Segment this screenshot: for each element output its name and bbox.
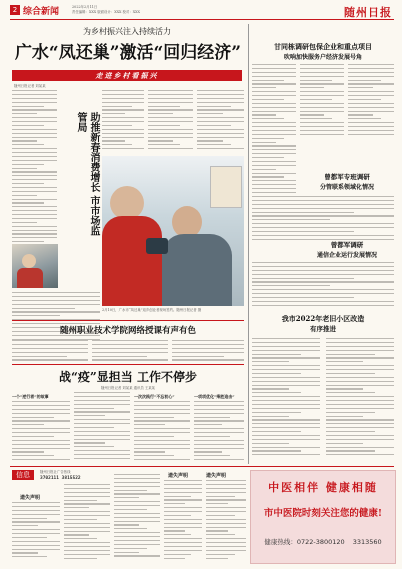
right-story-2-subhead: 分管联系领域化情况 [319,184,374,191]
right-story-3-subhead: 通信企业运行发展情况 [316,252,377,259]
right-story-1-col-1 [252,64,296,199]
right-story-3-body [252,262,394,310]
bottom-subhead-2: 一次次践行“不忘初心” [134,394,175,399]
bottom-col-2 [74,392,130,463]
lead-column-1 [12,90,57,244]
bottom-col-4 [194,401,244,463]
lead-byline: 随州日报记者 刘某某 [14,84,46,88]
lead-banner-text: 走进乡村看振兴 [95,71,159,80]
ad-slogan: 中医相伴 健康相随 [268,481,378,494]
notice-3-body [114,474,160,562]
bottom-byline: 随州日报记者 刘某某 通讯员 王某某 [100,386,156,390]
bottom-subhead-3: 一项项优化“乘胜追击” [194,394,235,399]
ad-headline: 市中医院时刻关注您的健康! [263,508,383,519]
ad-phone-2: 3313560 [352,538,382,546]
ad-phone-1: 0722-3800120 [296,538,345,546]
hotline-label: 随州日报社广告热线 [40,470,71,474]
bottom-rule [12,364,244,365]
lead-column-3 [148,90,193,152]
notice-3-title: 遗失声明 [206,473,227,479]
vertical-headline: 助推新春消费增长 市市场监管局 [75,112,99,236]
date-line: 2022年2月11日 [72,5,98,9]
page-number: 2 [10,5,20,15]
bottom-col-3 [134,401,190,463]
right-story-1-col-2 [300,64,344,138]
mid-column-1 [12,340,88,362]
right-story-1-headline: 甘同栋调研包保企业和重点项目 [274,42,372,51]
right-column-divider [248,24,249,464]
notice-1-body [12,502,60,562]
lead-column-2 [102,90,144,152]
mid-headline: 随州职业技术学院网络授课有声有色 [59,326,196,336]
notices-label: 信息 [12,470,34,480]
notice-1-title: 遗失声明 [20,495,41,501]
main-photo [102,156,244,306]
mid-rule [12,320,244,321]
hotline-number: 3702111 3815522 [40,476,81,481]
right-story-4-col-2 [326,338,394,460]
masthead-rule [10,19,394,20]
notices-rule [10,466,394,467]
lead-headline: 广水“凤还巢”激活“回归经济” [14,43,242,63]
right-story-4-headline: 我市2022年老旧小区改造 [281,314,365,323]
mid-column-3 [172,340,244,362]
bottom-col-1 [12,401,70,463]
newspaper-logo: 随州日报 [344,6,392,19]
bottom-headline: 战“疫”显担当 工作不停步 [59,370,197,384]
ad-phone-row [251,537,395,546]
small-photo [12,244,58,288]
lead-kicker: 为乡村振兴注入持续活力 [83,27,171,36]
lead-banner [12,70,242,81]
right-story-3-headline: 曾都军调研 [330,241,364,249]
right-story-1-subhead: 吹响加快服务户经济发展号角 [283,54,362,61]
right-story-4-subhead: 有序推进 [310,325,336,333]
notice-5-body [206,480,246,562]
masthead [10,4,394,20]
right-story-2-body [252,196,394,244]
section-title: 综合新闻 [23,7,60,17]
notice-2-body [64,484,110,562]
lead-column-4 [197,90,244,152]
right-story-1-col-3 [348,64,394,138]
hospital-ad [250,470,396,564]
bottom-subhead-1: 一个“逆行者”的故事 [12,394,49,399]
right-story-4-col-1 [252,338,320,460]
right-story-2-headline: 曾都军专班调研 [324,173,370,181]
ad-phone-label: 健康热线： [264,538,297,546]
editor-line: 责任编辑：XXX 版面设计：XXX 校对：XXX [72,10,140,14]
notice-4-body [164,480,202,562]
notice-2-title: 遗失声明 [168,473,189,479]
mid-column-2 [92,340,168,362]
photo-caption: 2月10日，广水市“凤还巢”返乡创业者现场签约。随州日报记者 摄 [102,308,202,312]
